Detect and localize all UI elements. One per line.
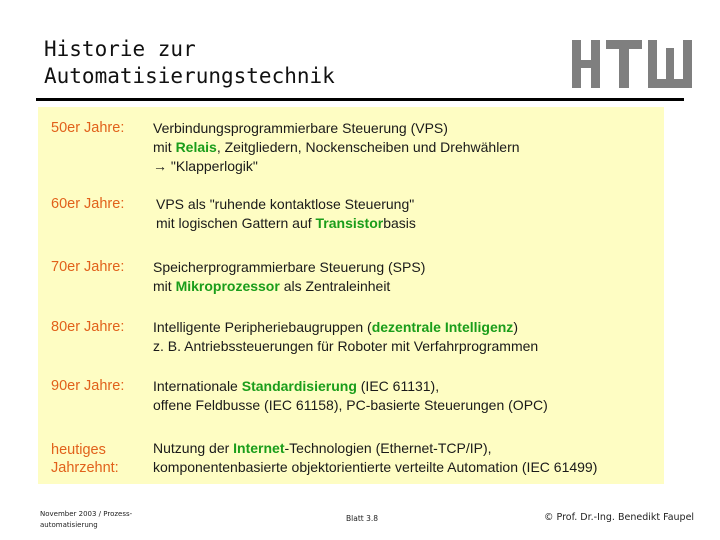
desc-text: Internationale [153,378,242,394]
desc-text: als Zentraleinheit [279,278,391,294]
era-label: 60er Jahre: [51,196,125,212]
page-title [44,36,335,90]
era-label: 80er Jahre: [51,319,125,335]
era-description [156,195,416,233]
desc-text: , Zeitgliedern, Nockenscheiben und Drehwählern [216,139,520,155]
era-description [153,119,520,176]
era-label: heutiges Jahrzehnt: [51,442,119,476]
era-description [153,439,597,477]
history-panel [38,107,664,484]
highlight-term: Internet [233,440,285,456]
title-line-1: Historie zur [44,37,196,61]
era-label: 90er Jahre: [51,378,125,394]
desc-text: → "Klapperlogik" [153,158,258,174]
desc-text: offene Feldbusse (IEC 61158), PC-basierte Steuerungen (OPC) [153,397,548,413]
desc-text: basis [383,215,416,231]
desc-text: mit logischen Gattern auf [156,215,316,231]
era-description [153,258,425,296]
era-label: 70er Jahre: [51,259,125,275]
desc-text: komponentenbasierte objektorientierte verteilte Automation (IEC 61499) [153,459,598,475]
desc-text: -Technologien (Ethernet-TCP/IP), [284,440,492,456]
desc-text: VPS als "ruhende kontaktlose Steuerung" [156,196,415,212]
desc-text: Nutzung der [153,440,234,456]
title-line-2: Automatisierungstechnik [44,64,335,88]
highlight-term: Transistor [315,215,384,231]
era-label: 50er Jahre: [51,120,125,136]
footer-copyright: © Prof. Dr.-Ing. Benedikt Faupel [544,512,695,523]
desc-text: Verbindungsprogrammierbare Steuerung (VPS) [153,120,448,136]
desc-text: mit [153,278,176,294]
highlight-term: Relais [175,139,217,155]
era-description [153,318,538,356]
highlight-term: Standardisierung [241,378,357,394]
desc-text: (IEC 61131), [356,378,440,394]
desc-text: Speicherprogrammierbare Steuerung (SPS) [153,259,426,275]
desc-text: ) [513,319,518,335]
desc-text: Intelligente Peripheriebaugruppen ( [153,319,372,335]
desc-text: z. B. Antriebssteuerungen für Roboter mit Verfahrprogrammen [153,338,539,354]
footer-page-number: Blatt 3.8 [346,514,379,523]
htw-logo [572,40,692,88]
footer-date: November 2003 / Prozess-automatisierung [40,510,133,529]
title-divider [36,98,684,101]
highlight-term: dezentrale Intelligenz [371,319,514,335]
desc-text: mit [153,139,176,155]
era-description [153,377,548,415]
highlight-term: Mikroprozessor [175,278,280,294]
